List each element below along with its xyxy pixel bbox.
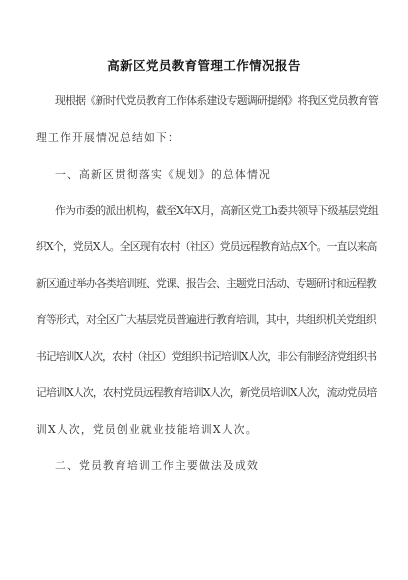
section1-line-5: 书记培训X人次，农村（社区）党组织书记培训X人次，非公有制经济党组织书 [36,350,377,363]
section1-line-6: 记培训X人次，农村党员远程教育培训X人次，新党员培训X人次，流动党员培 [36,386,377,399]
section1-line-7: 训X人次，党员创业就业技能培训X人次。 [36,423,258,436]
section2-heading: 二、党员教育培训工作主要做法及成效 [55,459,259,472]
section1-heading: 一、高新区贯彻落实《规划》的总体情况 [55,168,271,181]
section1-line-1: 作为市委的派出机构，截至X年X月，高新区党工h委共领导下级基层党组 [55,204,379,217]
section1-line-4: 育等形式，对全区广大基层党员普遍进行教育培训，其中，共组织机关党组织 [36,313,376,326]
document-title: 高新区党员教育管理工作情况报告 [107,58,301,73]
section1-line-3: 新区通过举办各类培训班、党课、报告会、主题党日活动、专题研讨和远程教 [36,277,376,290]
section1-line-2: 织X个，党员X人。全区现有农村（社区）党员远程教育站点X个。一直以来高 [36,240,377,253]
intro-line-1: 现根据《新时代党员教育工作体系建设专题调研提纲》将我区党员教育管 [55,94,379,107]
intro-line-2: 理工作开展情况总结如下： [36,131,180,144]
